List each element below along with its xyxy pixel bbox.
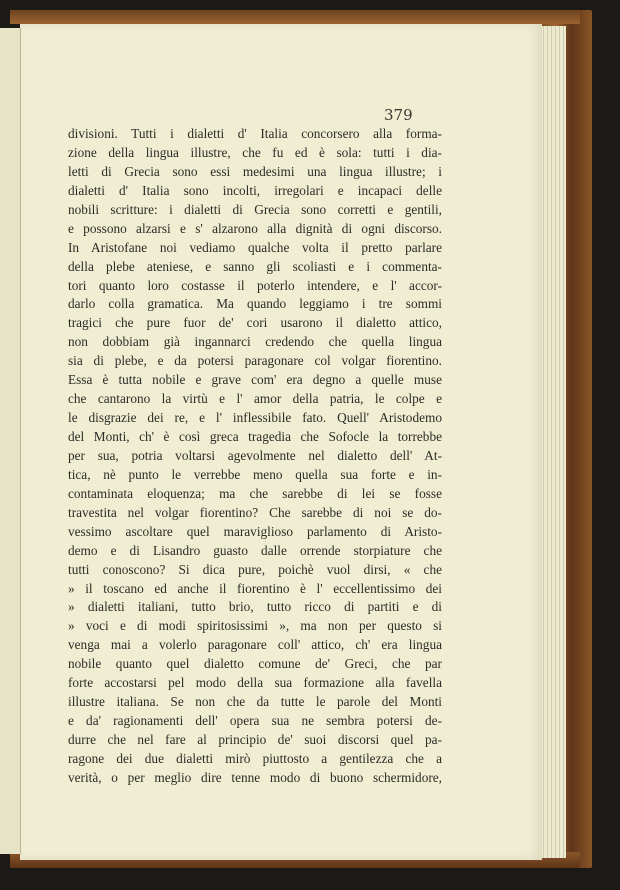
body-text xyxy=(68,125,442,788)
text-line: sia di plebe, e da potersi paragonare col volgar fiorentino. xyxy=(68,353,442,369)
text-line: divisioni. Tutti i dialetti d' Italia concorsero alla forma- xyxy=(68,126,442,141)
text-line: contaminata eloquenza; ma che sarebbe di lei se fosse xyxy=(68,485,442,501)
text-line: travestita nel volgar fiorentino? Che sarebbe di noi se do- xyxy=(68,504,442,520)
text-line: venga mai a volerlo paragonare coll' attico, ch' era lingua xyxy=(68,637,442,653)
text-line: per sua, potria voltarsi agevolmente nel dialetto dell' At- xyxy=(68,447,442,463)
text-line: Essa è tutta nobile e grave com' era degno a quelle muse xyxy=(68,372,442,388)
text-line: In Aristofane noi vediamo qualche volta il pretto parlare xyxy=(68,239,442,255)
text-line: » dialetti italiani, tutto brio, tutto ricco di partiti e di xyxy=(68,599,442,615)
text-line: tragici che pure fuor de' cori usarono il dialetto attico, xyxy=(68,315,442,331)
text-line: dialetti d' Italia sono incolti, irregolari e incapaci delle xyxy=(68,182,442,198)
text-line: demo e di Lisandro guasto dalle orrende storpiature che xyxy=(68,542,442,558)
text-line: tutti conoscono? Si dica pure, poichè vuol dirsi, « che xyxy=(68,561,442,577)
text-line: tica, nè punto le verrebbe meno quella sua forte e in- xyxy=(68,466,442,482)
text-line: forte accostarsi pel modo della sua formazione alla favella xyxy=(68,675,442,691)
text-line: della plebe ateniese, e sanno gli scoliasti e i commenta- xyxy=(68,258,442,274)
text-line: » voci e di modi spiritosissimi », ma non per questo si xyxy=(68,618,442,634)
text-line: le disgrazie dei re, e l' inflessibile fato. Quell' Aristodemo xyxy=(68,410,442,426)
text-line: nobile quanto quel dialetto comune de' Greci, che par xyxy=(68,656,442,672)
text-line: darlo colla gramatica. Ma quando leggiamo i tre sommi xyxy=(68,296,442,312)
text-line: vessimo ascoltare quel maraviglioso parlamento di Aristo- xyxy=(68,523,442,539)
text-line: e da' ragionamenti dell' opera sua ne sembra potersi de- xyxy=(68,713,442,729)
text-line: zione della lingua illustre, che fu ed è sola: tutti i dia- xyxy=(68,144,442,160)
text-line: non dobbiam già ingannarci credendo che quella lingua xyxy=(68,334,442,350)
page-number: 379 xyxy=(384,106,413,124)
text-line: durre che nel fare al principio de' suoi discorsi quel pa- xyxy=(68,732,442,747)
text-line: che cantarono la virtù e l' amor della patria, le colpe e xyxy=(68,391,442,407)
text-line: tori quanto loro costasse il poterlo intendere, e l' accor- xyxy=(68,277,442,293)
text-line: e possono alzarsi e s' alzarono alla dignità di ogni discorso. xyxy=(68,220,442,236)
text-line: ragone dei due dialetti mirò piuttosto a gentilezza che a xyxy=(68,750,442,766)
book-cover-top xyxy=(10,10,580,24)
text-line: illustre italiana. Se non che da tutte le parole del Monti xyxy=(68,694,442,710)
text-line: » il toscano ed anche il fiorentino è l' eccellentissimo dei xyxy=(68,580,442,596)
facing-page-edge xyxy=(0,28,21,854)
text-line: verità, o per meglio dire tenne modo di buono schermidore, xyxy=(68,769,442,785)
text-line: del Monti, ch' è così greca tragedia che Sofocle la torrebbe xyxy=(68,429,442,444)
text-line: letti di Grecia sono essi medesimi una lingua illustre; i xyxy=(68,163,442,179)
text-line: nobili scritture: i dialetti di Grecia sono corretti e gentili, xyxy=(68,201,442,217)
